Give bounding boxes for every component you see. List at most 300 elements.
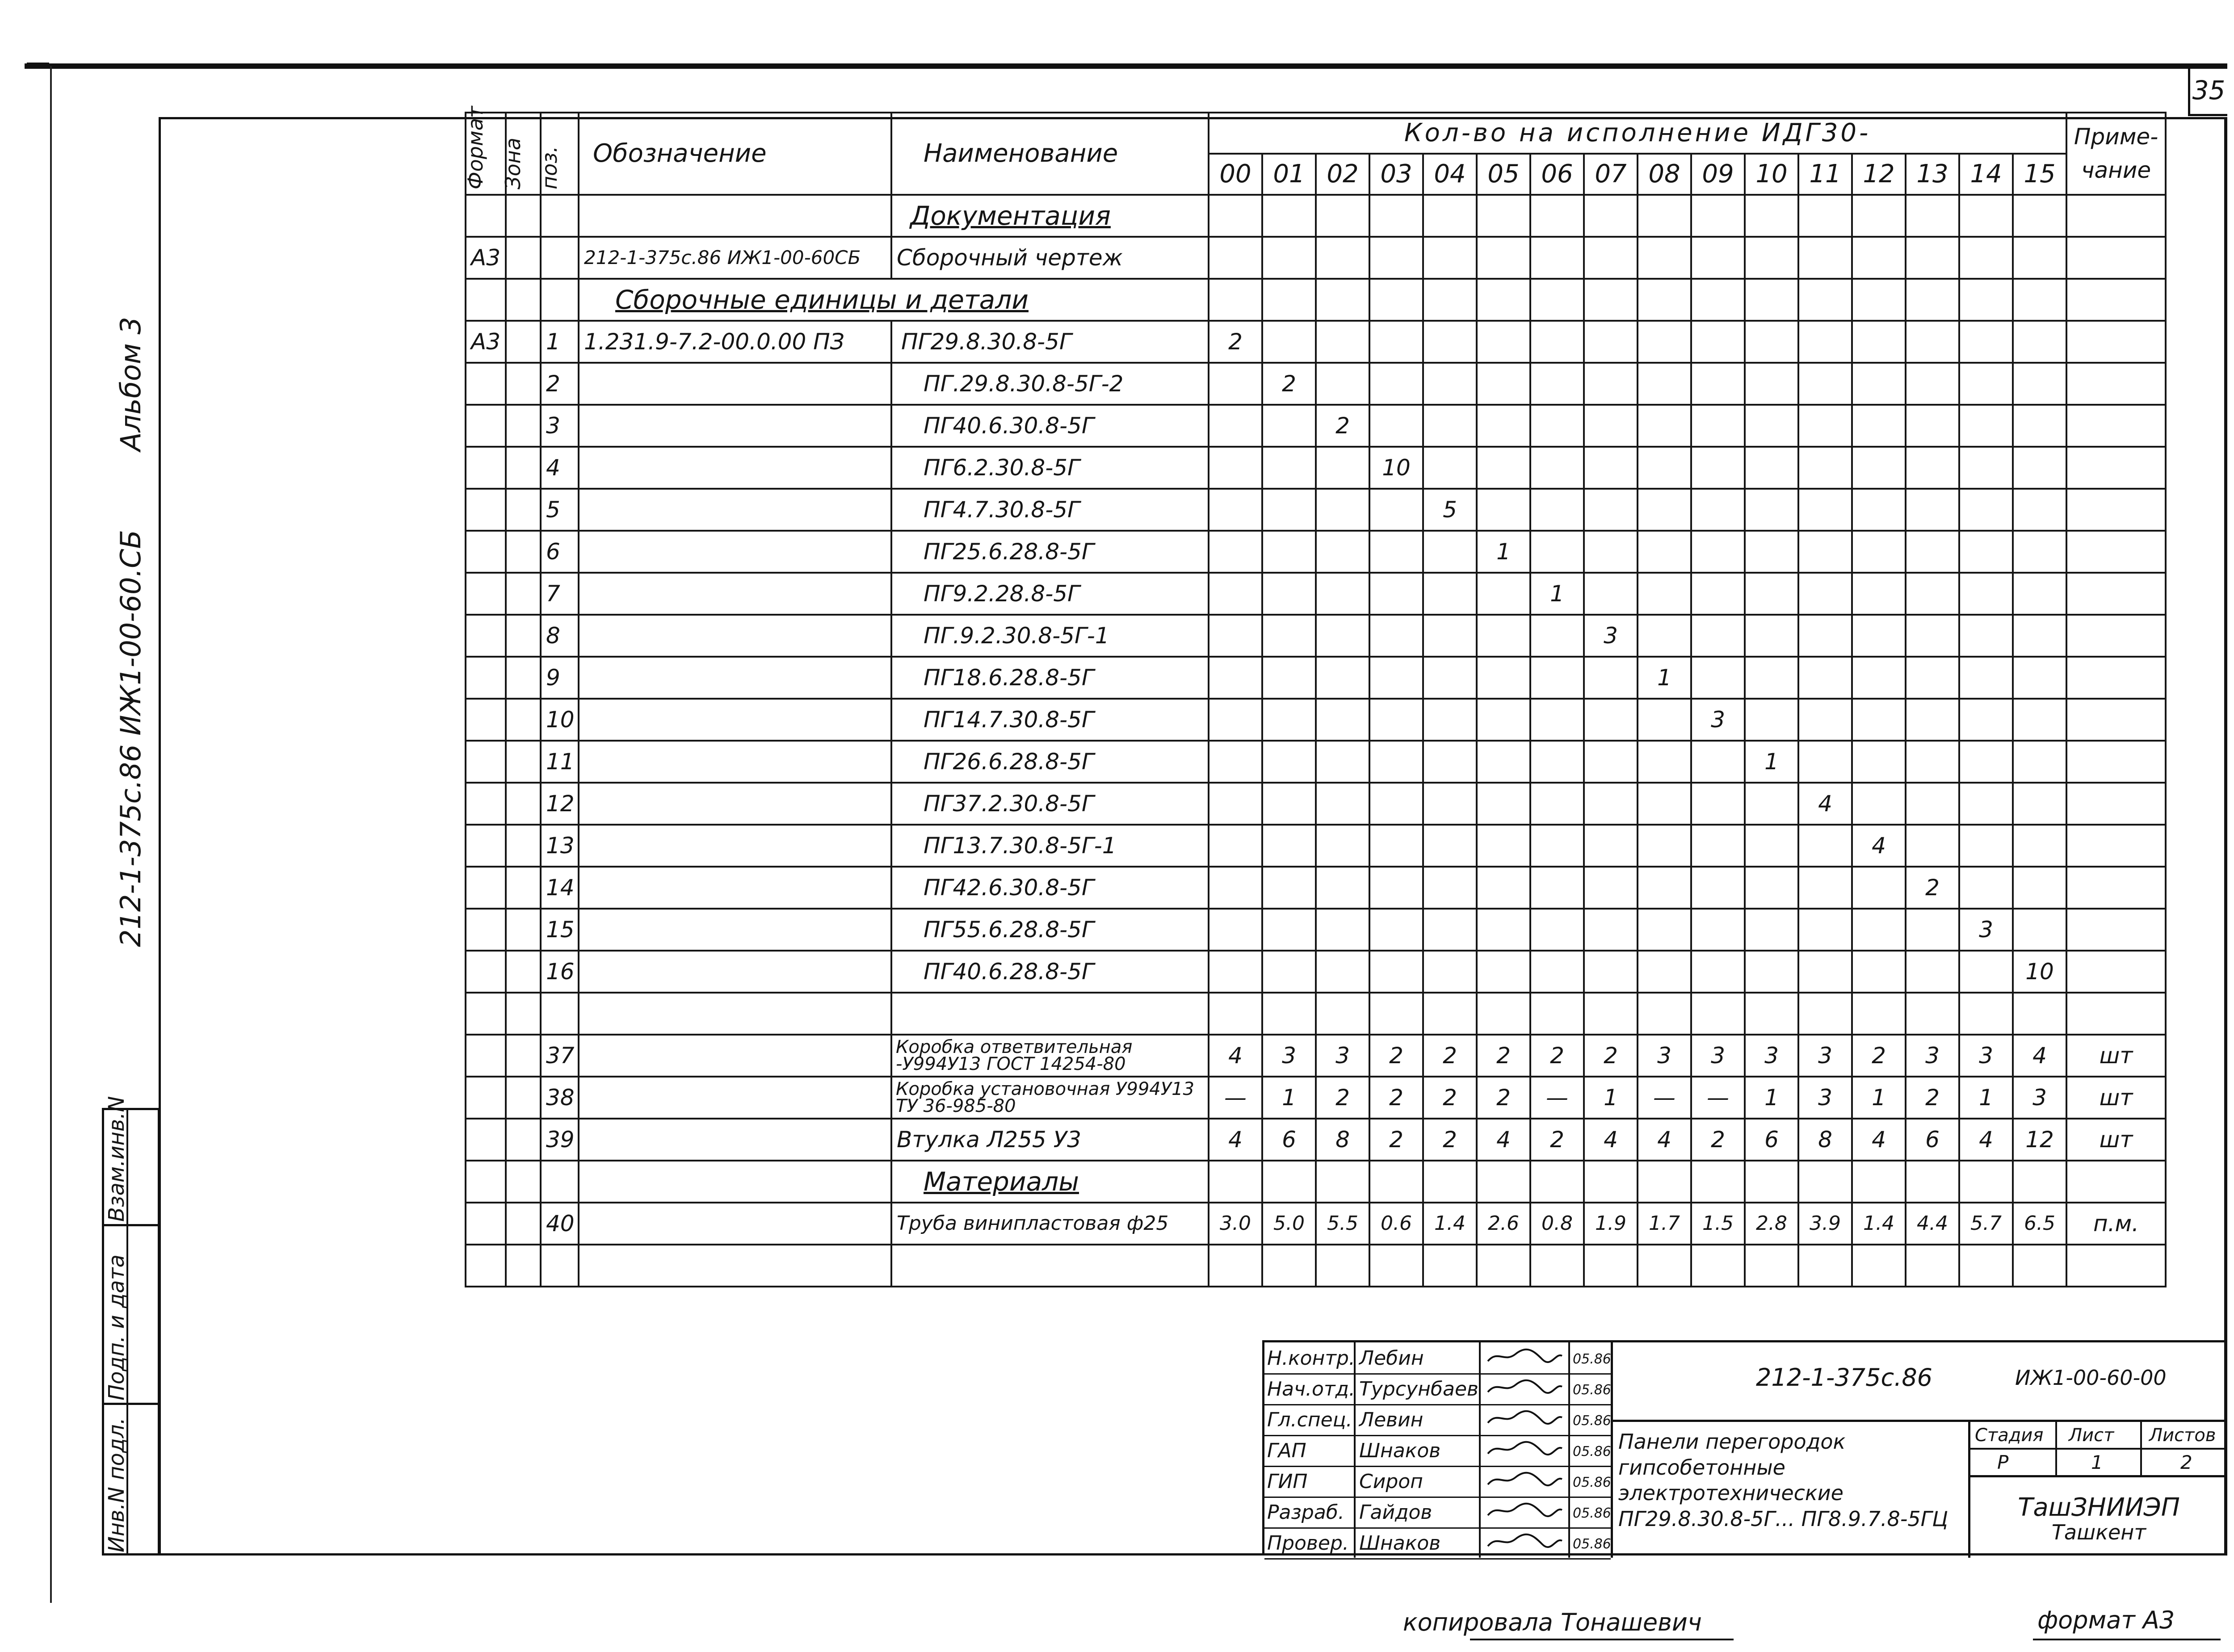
empty-cell xyxy=(1423,993,1477,1035)
stage-label: Стадия xyxy=(1975,1425,2044,1446)
empty-cell xyxy=(1959,867,2013,909)
row-name: ПГ18.6.28.8-5Г xyxy=(891,657,1209,699)
empty-cell xyxy=(506,993,541,1035)
empty-cell xyxy=(466,1119,506,1161)
empty-cell xyxy=(1906,825,1959,867)
row-qty: 5.0 xyxy=(1262,1203,1316,1245)
row-qty: 3 xyxy=(1262,1035,1316,1077)
signature-role: Провер. xyxy=(1267,1532,1349,1555)
empty-cell xyxy=(2066,363,2166,405)
empty-cell xyxy=(1209,909,1262,951)
empty-cell xyxy=(1745,867,1798,909)
empty-cell xyxy=(1369,321,1423,363)
empty-cell xyxy=(1262,951,1316,993)
empty-cell xyxy=(1852,363,1906,405)
empty-cell xyxy=(1316,951,1369,993)
empty-cell xyxy=(1745,363,1798,405)
row-qty: 2 xyxy=(1316,405,1369,447)
empty-cell xyxy=(1691,657,1745,699)
empty-cell xyxy=(1906,363,1959,405)
empty-cell xyxy=(1262,699,1316,741)
stamp-boxes xyxy=(102,1096,160,1556)
empty-cell xyxy=(1209,1245,1262,1287)
row-name: ПГ25.6.28.8-5Г xyxy=(891,531,1209,573)
empty-cell xyxy=(1638,573,1691,615)
empty-cell xyxy=(1477,867,1530,909)
org-name: ТашЗНИИЭП xyxy=(2018,1493,2180,1522)
empty-cell xyxy=(1852,783,1906,825)
empty-cell xyxy=(2013,447,2066,489)
footer-copied-underline xyxy=(1470,1639,1734,1640)
header-variant-00: 00 xyxy=(1209,154,1262,195)
empty-cell xyxy=(1745,405,1798,447)
row-note: п.м. xyxy=(2066,1203,2166,1245)
header-variant-15: 15 xyxy=(2013,154,2066,195)
empty-cell xyxy=(2066,993,2166,1035)
row-format xyxy=(466,825,506,867)
row-designation xyxy=(579,699,891,741)
empty-cell xyxy=(1745,489,1798,531)
empty-cell xyxy=(1745,531,1798,573)
empty-cell xyxy=(1691,951,1745,993)
table-row xyxy=(466,1203,2166,1245)
empty-cell xyxy=(1209,447,1262,489)
empty-cell xyxy=(1745,447,1798,489)
row-qty: 1 xyxy=(1638,657,1691,699)
empty-cell xyxy=(506,657,541,699)
empty-cell xyxy=(506,699,541,741)
empty-cell xyxy=(2013,783,2066,825)
row-qty: 4 xyxy=(1798,783,1852,825)
empty-cell xyxy=(1262,993,1316,1035)
row-qty: 1 xyxy=(1745,1077,1798,1119)
header-variant-11: 11 xyxy=(1798,154,1852,195)
row-designation: 212-1-375с.86 ИЖ1-00-60СБ xyxy=(579,237,891,279)
empty-cell xyxy=(1691,993,1745,1035)
empty-cell xyxy=(2013,993,2066,1035)
empty-cell xyxy=(1638,993,1691,1035)
row-name: Труба винипластовая ф25 xyxy=(891,1203,1209,1245)
empty-cell xyxy=(1798,573,1852,615)
empty-cell xyxy=(1477,237,1530,279)
empty-cell xyxy=(1209,951,1262,993)
empty-cell xyxy=(506,405,541,447)
empty-cell xyxy=(1852,237,1906,279)
empty-cell xyxy=(1745,279,1798,321)
empty-cell xyxy=(1530,615,1584,657)
empty-cell xyxy=(1906,531,1959,573)
empty-cell xyxy=(1530,531,1584,573)
org-city: Ташкент xyxy=(2051,1520,2146,1544)
row-designation xyxy=(579,951,891,993)
empty-cell xyxy=(466,993,506,1035)
empty-cell xyxy=(1262,237,1316,279)
empty-cell xyxy=(1691,783,1745,825)
empty-cell xyxy=(1530,489,1584,531)
title-code2: ИЖ1-00-60-00 xyxy=(2015,1366,2167,1390)
empty-cell xyxy=(1369,279,1423,321)
empty-cell xyxy=(1369,195,1423,237)
empty-cell xyxy=(466,1035,506,1077)
row-name: ПГ13.7.30.8-5Г-1 xyxy=(891,825,1209,867)
empty-cell xyxy=(1423,531,1477,573)
empty-cell xyxy=(541,279,579,321)
empty-cell xyxy=(1745,573,1798,615)
empty-cell xyxy=(2013,237,2066,279)
empty-cell xyxy=(1745,993,1798,1035)
row-name: ПГ55.6.28.8-5Г xyxy=(891,909,1209,951)
empty-cell xyxy=(1959,993,2013,1035)
empty-cell xyxy=(1852,531,1906,573)
row-format xyxy=(466,489,506,531)
row-qty: 5.7 xyxy=(1959,1203,2013,1245)
empty-cell xyxy=(1369,657,1423,699)
empty-cell xyxy=(1745,321,1798,363)
row-qty: — xyxy=(1691,1077,1745,1119)
empty-cell xyxy=(1906,405,1959,447)
row-qty: 4 xyxy=(2013,1035,2066,1077)
empty-cell xyxy=(1369,489,1423,531)
empty-cell xyxy=(1959,447,2013,489)
empty-cell xyxy=(1316,363,1369,405)
signature-name: Шнаков xyxy=(1359,1532,1441,1555)
row-qty: 4 xyxy=(1209,1035,1262,1077)
empty-cell xyxy=(1423,741,1477,783)
empty-cell xyxy=(1369,909,1423,951)
row-qty: 3 xyxy=(1959,909,2013,951)
empty-cell xyxy=(1852,195,1906,237)
empty-cell xyxy=(506,489,541,531)
row-qty: 2 xyxy=(1477,1035,1530,1077)
row-qty: 4 xyxy=(1852,825,1906,867)
empty-cell xyxy=(1316,825,1369,867)
empty-cell xyxy=(1477,741,1530,783)
empty-cell xyxy=(1209,405,1262,447)
row-qty: 4 xyxy=(1584,1119,1638,1161)
row-format xyxy=(466,909,506,951)
empty-cell xyxy=(1262,825,1316,867)
row-format: А3 xyxy=(466,321,506,363)
empty-cell xyxy=(1530,657,1584,699)
empty-cell xyxy=(1262,195,1316,237)
empty-cell xyxy=(1691,321,1745,363)
handwritten-signature xyxy=(1484,1348,1565,1366)
empty-cell xyxy=(1530,195,1584,237)
section-row xyxy=(466,195,2166,237)
empty-cell xyxy=(1852,909,1906,951)
empty-cell xyxy=(1798,195,1852,237)
empty-cell xyxy=(506,825,541,867)
empty-cell xyxy=(1209,237,1262,279)
row-designation xyxy=(579,447,891,489)
empty-cell xyxy=(1584,321,1638,363)
empty-cell xyxy=(2066,321,2166,363)
page-number xyxy=(2188,66,2227,116)
empty-cell xyxy=(1745,825,1798,867)
row-pos: 10 xyxy=(541,699,579,741)
header-variant-14: 14 xyxy=(1959,154,2013,195)
row-pos: 6 xyxy=(541,531,579,573)
empty-cell xyxy=(1584,657,1638,699)
empty-cell xyxy=(1423,909,1477,951)
empty-cell xyxy=(2013,405,2066,447)
empty-cell xyxy=(1906,741,1959,783)
empty-cell xyxy=(2013,531,2066,573)
signature-name: Левин xyxy=(1359,1409,1424,1431)
row-qty: 1.4 xyxy=(1423,1203,1477,1245)
empty-cell xyxy=(1477,405,1530,447)
row-name: ПГ.9.2.30.8-5Г-1 xyxy=(891,615,1209,657)
empty-cell xyxy=(1852,405,1906,447)
row-format xyxy=(466,867,506,909)
row-qty: 2 xyxy=(1530,1119,1584,1161)
empty-cell xyxy=(1745,699,1798,741)
empty-cell xyxy=(891,1245,1209,1287)
row-qty: — xyxy=(1638,1077,1691,1119)
signature-row xyxy=(1264,1527,1611,1560)
empty-cell xyxy=(1584,405,1638,447)
empty-cell xyxy=(506,531,541,573)
handwritten-signature xyxy=(1484,1409,1565,1427)
header-format: Формат xyxy=(466,113,506,195)
title-description: Панели перегородок гипсобетонные электротехнические ПГ29.8.30.8-5Г... ПГ8.9.7.8-5ГЦ xyxy=(1611,1422,1968,1558)
empty-cell xyxy=(1369,573,1423,615)
row-pos: 15 xyxy=(541,909,579,951)
empty-cell xyxy=(1638,615,1691,657)
row-qty: 2 xyxy=(1691,1119,1745,1161)
empty-cell xyxy=(1745,951,1798,993)
empty-cell xyxy=(541,1161,579,1203)
row-qty: 2 xyxy=(1423,1035,1477,1077)
empty-cell xyxy=(1477,699,1530,741)
empty-cell xyxy=(2066,447,2166,489)
title-organization xyxy=(1968,1477,2227,1558)
empty-cell xyxy=(506,1077,541,1119)
empty-cell xyxy=(1423,237,1477,279)
empty-cell xyxy=(1530,741,1584,783)
row-qty: 8 xyxy=(1316,1119,1369,1161)
empty-cell xyxy=(1638,909,1691,951)
row-qty: 4 xyxy=(1852,1119,1906,1161)
empty-cell xyxy=(1798,1245,1852,1287)
empty-cell xyxy=(1745,1245,1798,1287)
empty-cell xyxy=(2013,741,2066,783)
row-qty: 12 xyxy=(2013,1119,2066,1161)
signature-name: Шнаков xyxy=(1359,1439,1441,1462)
row-qty: 2 xyxy=(1584,1035,1638,1077)
table-row xyxy=(466,321,2166,363)
empty-cell xyxy=(506,573,541,615)
empty-cell xyxy=(1369,825,1423,867)
row-format xyxy=(466,741,506,783)
row-qty: 0.6 xyxy=(1369,1203,1423,1245)
empty-cell xyxy=(466,1203,506,1245)
empty-cell xyxy=(1959,699,2013,741)
empty-cell xyxy=(1530,405,1584,447)
empty-cell xyxy=(1638,783,1691,825)
section-row xyxy=(466,1161,2166,1203)
empty-cell xyxy=(579,1077,891,1119)
empty-cell xyxy=(1906,279,1959,321)
empty-cell xyxy=(1638,741,1691,783)
empty-cell xyxy=(506,909,541,951)
empty-cell xyxy=(1638,1245,1691,1287)
table-row xyxy=(466,1119,2166,1161)
header-variant-09: 09 xyxy=(1691,154,1745,195)
empty-cell xyxy=(2066,489,2166,531)
empty-cell xyxy=(1423,573,1477,615)
row-name: ПГ37.2.30.8-5Г xyxy=(891,783,1209,825)
row-name: Коробка установочная У994У13 ТУ 36-985-80 xyxy=(891,1077,1209,1119)
empty-cell xyxy=(2066,279,2166,321)
empty-cell xyxy=(1262,909,1316,951)
row-pos: 8 xyxy=(541,615,579,657)
row-name: ПГ40.6.30.8-5Г xyxy=(891,405,1209,447)
empty-cell xyxy=(466,195,506,237)
signature-row xyxy=(1264,1435,1611,1467)
row-note: шт xyxy=(2066,1077,2166,1119)
row-pos: 5 xyxy=(541,489,579,531)
empty-cell xyxy=(1209,195,1262,237)
empty-cell xyxy=(541,1245,579,1287)
signature-role: ГАП xyxy=(1267,1439,1306,1462)
empty-cell xyxy=(1852,699,1906,741)
empty-cell xyxy=(1638,321,1691,363)
empty-cell xyxy=(2066,195,2166,237)
empty-cell xyxy=(2013,1245,2066,1287)
empty-cell xyxy=(541,993,579,1035)
empty-cell xyxy=(1852,951,1906,993)
empty-cell xyxy=(2066,825,2166,867)
empty-cell xyxy=(1209,783,1262,825)
empty-cell xyxy=(1209,363,1262,405)
empty-cell xyxy=(1530,363,1584,405)
empty-cell xyxy=(506,1245,541,1287)
row-format: А3 xyxy=(466,237,506,279)
empty-cell xyxy=(1477,1161,1530,1203)
signature-row xyxy=(1264,1373,1611,1405)
empty-cell xyxy=(506,1119,541,1161)
empty-cell xyxy=(1691,489,1745,531)
empty-cell xyxy=(2013,867,2066,909)
empty-cell xyxy=(1638,279,1691,321)
empty-cell xyxy=(1906,783,1959,825)
handwritten-signature xyxy=(1484,1502,1565,1520)
row-format xyxy=(466,615,506,657)
empty-cell xyxy=(2066,1245,2166,1287)
empty-cell xyxy=(1959,279,2013,321)
row-qty: 1.9 xyxy=(1584,1203,1638,1245)
empty-cell xyxy=(1477,783,1530,825)
empty-cell xyxy=(1852,1161,1906,1203)
empty-cell xyxy=(1959,405,2013,447)
empty-cell xyxy=(1262,1161,1316,1203)
empty-cell xyxy=(1638,825,1691,867)
stage-value: Р xyxy=(1997,1451,2009,1473)
empty-cell xyxy=(1638,195,1691,237)
empty-cell xyxy=(1530,1245,1584,1287)
row-qty: 10 xyxy=(1369,447,1423,489)
row-qty: 6 xyxy=(1745,1119,1798,1161)
row-format xyxy=(466,531,506,573)
empty-cell xyxy=(2013,363,2066,405)
empty-cell xyxy=(1530,951,1584,993)
empty-cell xyxy=(1959,825,2013,867)
empty-cell xyxy=(1691,237,1745,279)
empty-cell xyxy=(1691,363,1745,405)
section-materials: Материалы xyxy=(891,1161,1209,1203)
empty-cell xyxy=(579,1035,891,1077)
empty-cell xyxy=(1530,783,1584,825)
row-qty: 3 xyxy=(1745,1035,1798,1077)
signature-date: 05.86 xyxy=(1573,1351,1611,1367)
empty-cell xyxy=(1316,321,1369,363)
empty-cell xyxy=(1584,699,1638,741)
empty-cell xyxy=(1369,363,1423,405)
page-number-text: 35 xyxy=(2192,75,2226,105)
empty-cell xyxy=(1852,489,1906,531)
empty-cell xyxy=(1852,321,1906,363)
handwritten-signature xyxy=(1484,1533,1565,1551)
empty-cell xyxy=(1906,993,1959,1035)
empty-cell xyxy=(1584,363,1638,405)
empty-cell xyxy=(1584,279,1638,321)
corner-mark xyxy=(27,63,49,65)
empty-cell xyxy=(1477,489,1530,531)
empty-cell xyxy=(2066,615,2166,657)
row-qty: 3 xyxy=(1959,1035,2013,1077)
empty-cell xyxy=(1745,195,1798,237)
empty-cell xyxy=(1798,825,1852,867)
row-format xyxy=(466,447,506,489)
row-qty: 2 xyxy=(1423,1119,1477,1161)
header-variant-06: 06 xyxy=(1530,154,1584,195)
empty-cell xyxy=(1959,195,2013,237)
empty-cell xyxy=(1316,279,1369,321)
row-qty: 1 xyxy=(1745,741,1798,783)
empty-cell xyxy=(1262,615,1316,657)
empty-cell xyxy=(1209,615,1262,657)
row-name: ПГ.29.8.30.8-5Г-2 xyxy=(891,363,1209,405)
table-row xyxy=(466,909,2166,951)
row-qty: 2 xyxy=(1906,1077,1959,1119)
empty-cell xyxy=(579,993,891,1035)
empty-cell xyxy=(1959,531,2013,573)
empty-cell xyxy=(2066,237,2166,279)
empty-cell xyxy=(1262,447,1316,489)
empty-cell xyxy=(1316,909,1369,951)
row-pos: 16 xyxy=(541,951,579,993)
empty-cell xyxy=(506,867,541,909)
empty-cell xyxy=(1423,783,1477,825)
empty-cell xyxy=(506,951,541,993)
empty-cell xyxy=(1852,741,1906,783)
empty-cell xyxy=(1906,699,1959,741)
row-qty: 2 xyxy=(1369,1035,1423,1077)
signature-role: Гл.спец. xyxy=(1267,1409,1352,1431)
empty-cell xyxy=(1691,825,1745,867)
row-qty: 10 xyxy=(2013,951,2066,993)
row-qty: — xyxy=(1209,1077,1262,1119)
empty-cell xyxy=(1798,741,1852,783)
row-pos: 4 xyxy=(541,447,579,489)
empty-cell xyxy=(1369,1161,1423,1203)
document-code-vertical: 212-1-375с.86 ИЖ1-00-60.СБ xyxy=(114,530,147,947)
empty-cell xyxy=(1209,1161,1262,1203)
empty-cell xyxy=(1369,531,1423,573)
sheet-border-top xyxy=(25,63,2227,69)
empty-cell xyxy=(1584,741,1638,783)
